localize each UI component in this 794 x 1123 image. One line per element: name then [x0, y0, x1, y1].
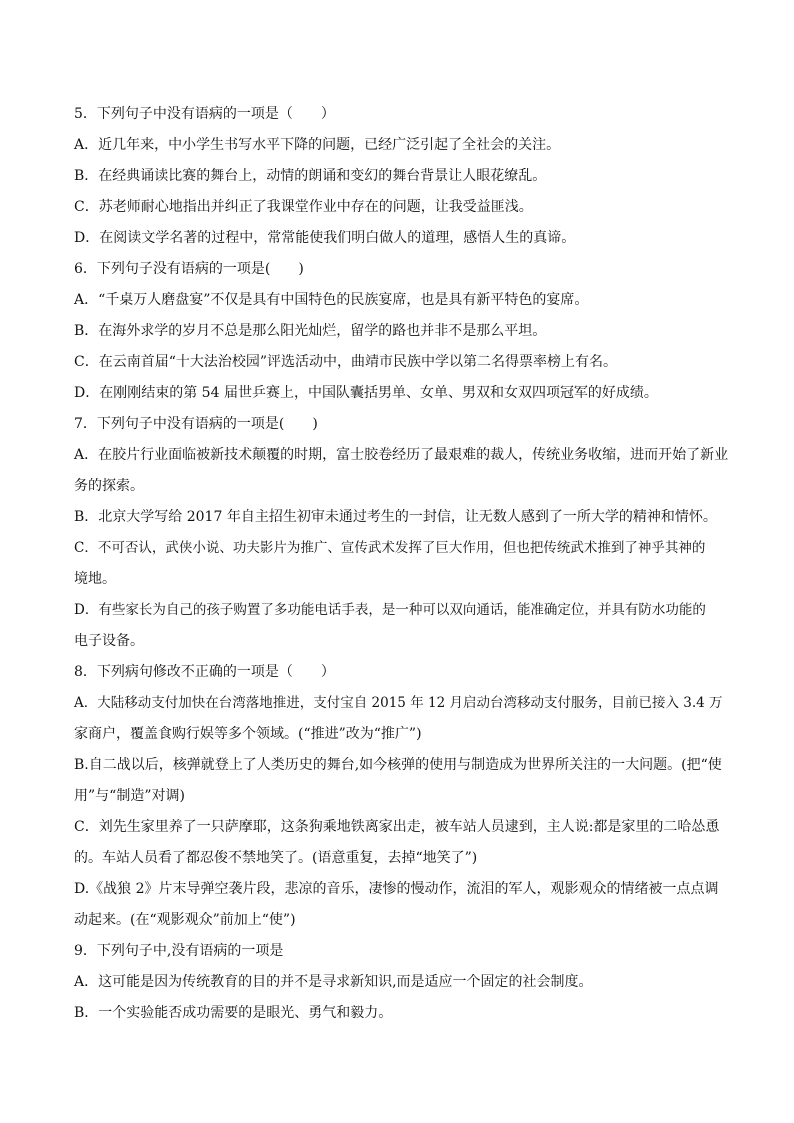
question-6	[74, 254, 728, 409]
question-9	[74, 936, 728, 1029]
option-d-continuation: 电子设备。	[74, 633, 144, 649]
option-a: A．在胶片行业面临被新技术颠覆的时期，富士胶卷经历了最艰难的裁人，传统业务收缩，进而开始了新业	[74, 447, 729, 463]
option-b: B．在海外求学的岁月不总是那么阳光灿烂，留学的路也并非不是那么平坦。	[74, 323, 547, 339]
option-c: C．刘先生家里养了一只萨摩耶，这条狗乘地铁离家出走，被车站人员逮到，主人说:都是家里的二哈怂恿	[74, 819, 720, 835]
option-b-continuation: 用”与“制造”对调)	[74, 788, 185, 804]
option-c-continuation: 境地。	[74, 571, 116, 587]
question-7	[74, 409, 728, 657]
question-stem: 8．下列病句修改不正确的一项是（ ）	[74, 664, 335, 680]
option-d: D．在阅读文学名著的过程中，常常能使我们明白做人的道理，感悟人生的真谛。	[74, 230, 576, 246]
question-stem: 9．下列句子中,没有语病的一项是	[74, 943, 284, 959]
question-8	[74, 657, 728, 936]
option-b: B.自二战以后，核弹就登上了人类历史的舞台,如今核弹的使用与制造成为世界所关注的一大问题。(把“使	[74, 757, 722, 773]
option-b: B．在经典诵读比赛的舞台上，动情的朗诵和变幻的舞台背景让人眼花缭乱。	[74, 168, 547, 184]
question-stem: 7．下列句子中没有语病的一项是( )	[74, 416, 318, 432]
option-a: A．这可能是因为传统教育的目的并不是寻求新知识,而是适应一个固定的社会制度。	[74, 974, 593, 990]
option-c-continuation: 的。车站人员看了都忍俊不禁地笑了。(语意重复，去掉“地笑了”)	[74, 850, 478, 866]
option-b: B．一个实验能否成功需要的是眼光、勇气和毅力。	[74, 1005, 393, 1021]
option-a-continuation: 家商户，覆盖食购行娱等多个领域。(“推进”改为“推广”)	[74, 726, 422, 742]
option-c: C．在云南首届“十大法治校园”评选活动中，曲靖市民族中学以第二名得票率榜上有名。	[74, 354, 618, 370]
option-a: A．近几年来，中小学生书写水平下降的问题，已经广泛引起了全社会的关注。	[74, 137, 561, 153]
option-c: C．苏老师耐心地指出并纠正了我课堂作业中存在的问题，让我受益匪浅。	[74, 199, 533, 215]
option-a-continuation: 务的探索。	[74, 478, 144, 494]
question-stem: 6．下列句子没有语病的一项是( )	[74, 261, 304, 277]
option-d: D．在刚刚结束的第 54 届世乒赛上，中国队囊括男单、女单、男双和女双四项冠军的好成绩。	[74, 385, 658, 401]
question-5	[74, 99, 728, 254]
exam-content	[74, 99, 728, 1029]
option-d: D．有些家长为自己的孩子购置了多功能电话手表，是一种可以双向通话，能准确定位，并具有防水功能的	[74, 602, 706, 618]
option-d-continuation: 动起来。(在“观影观众”前加上“使”)	[74, 912, 296, 928]
option-c: C．不可否认，武侠小说、功夫影片为推广、宣传武术发挥了巨大作用，但也把传统武术推到了神乎其神的	[74, 540, 706, 556]
option-b: B．北京大学写给 2017 年自主招生初审未通过考生的一封信，让无数人感到了一所大学的精神和情怀。	[74, 509, 717, 525]
option-a: A．“千桌万人磨盘宴”不仅是具有中国特色的民族宴席，也是具有新平特色的宴席。	[74, 292, 589, 308]
option-d: D.《战狼 2》片末导弹空袭片段，悲凉的音乐，凄惨的慢动作，流泪的军人，观影观众的情绪被一点点调	[74, 881, 719, 897]
question-stem: 5．下列句子中没有语病的一项是（ ）	[74, 106, 335, 122]
option-a: A．大陆移动支付加快在台湾落地推进，支付宝自 2015 年 12 月启动台湾移动支付服务，目前已接入 3.4 万	[74, 695, 723, 711]
